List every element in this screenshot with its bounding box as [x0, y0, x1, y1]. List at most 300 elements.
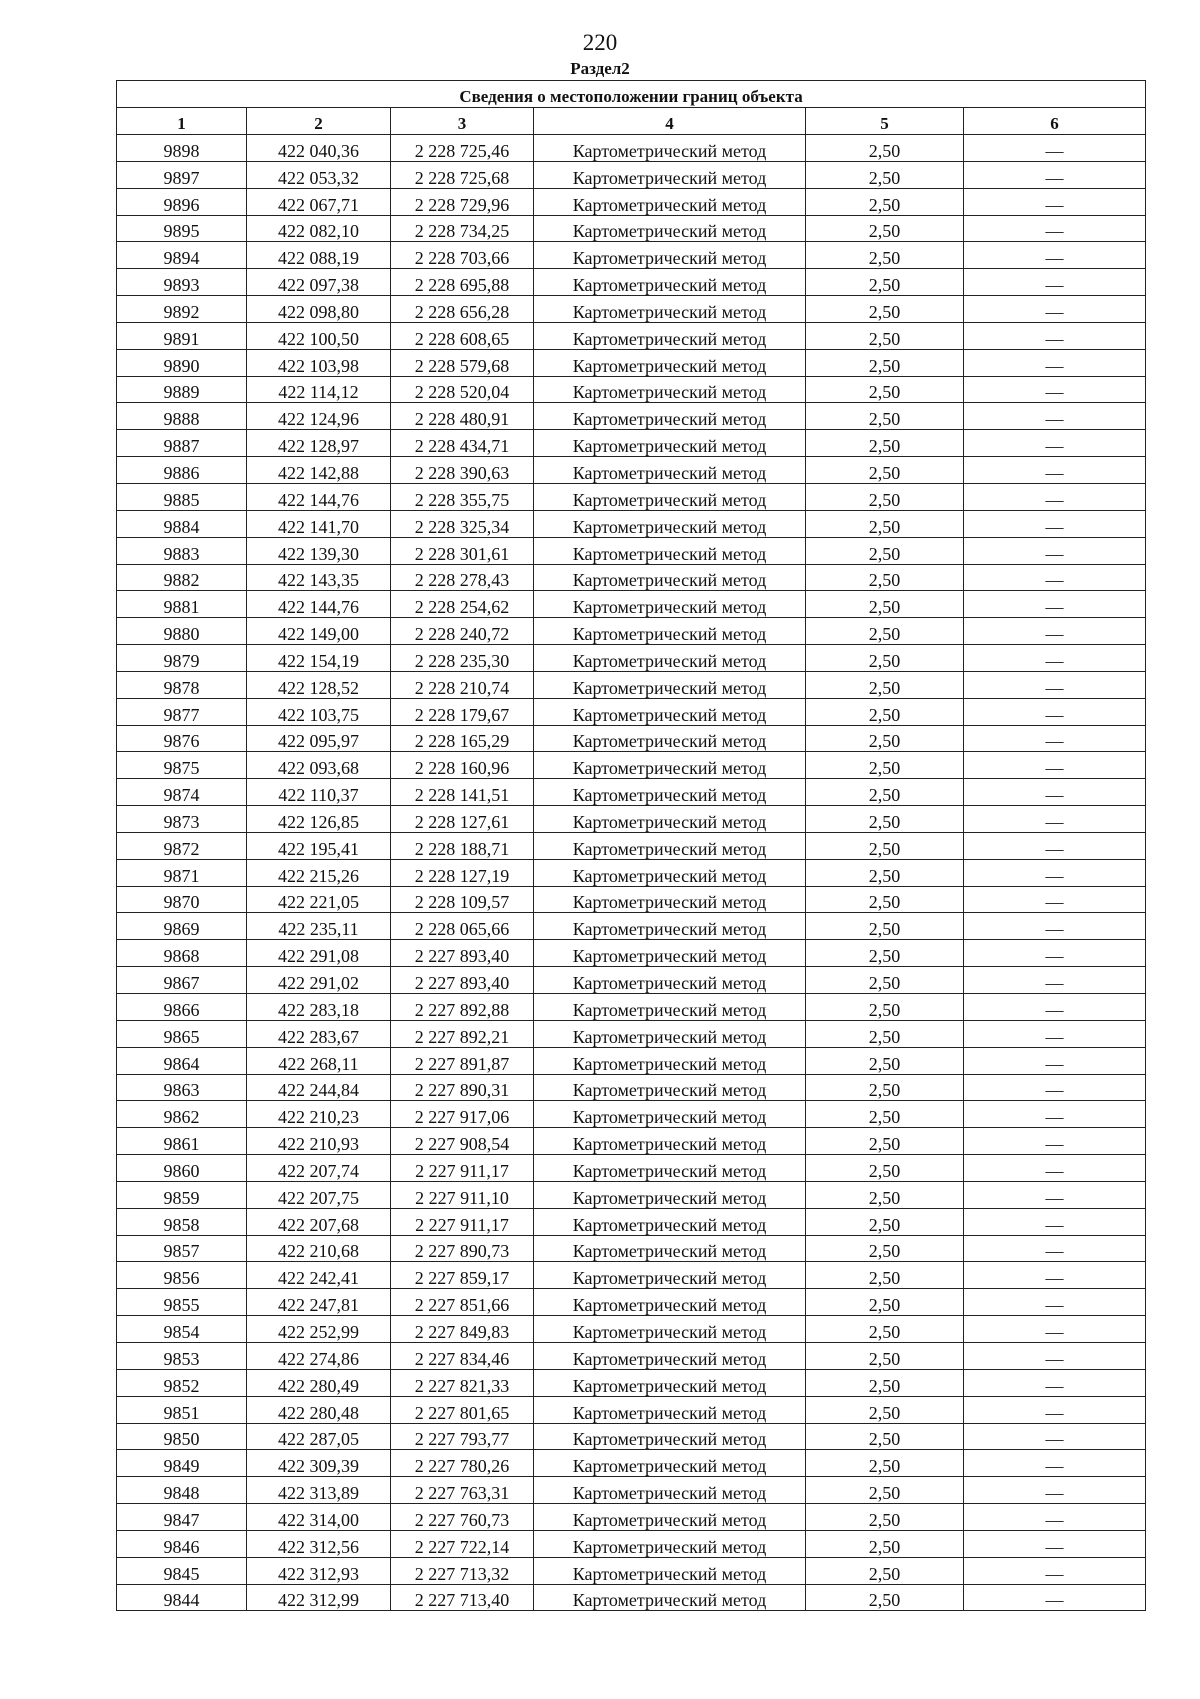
x-coordinate-cell: 422 291,08 [247, 940, 391, 967]
point-number-cell: 9898 [117, 135, 247, 162]
accuracy-cell: 2,50 [806, 940, 964, 967]
x-coordinate-cell: 422 040,36 [247, 135, 391, 162]
note-cell: — [964, 242, 1146, 269]
y-coordinate-cell: 2 228 160,96 [391, 752, 534, 779]
note-cell: — [964, 994, 1146, 1021]
accuracy-cell: 2,50 [806, 832, 964, 859]
method-cell: Картометрический метод [534, 967, 806, 994]
y-coordinate-cell: 2 227 821,33 [391, 1369, 534, 1396]
method-cell: Картометрический метод [534, 1423, 806, 1450]
table-row [117, 832, 1146, 859]
x-coordinate-cell: 422 287,05 [247, 1423, 391, 1450]
note-cell: — [964, 215, 1146, 242]
point-number-cell: 9870 [117, 886, 247, 913]
accuracy-cell: 2,50 [806, 1101, 964, 1128]
y-coordinate-cell: 2 227 893,40 [391, 967, 534, 994]
accuracy-cell: 2,50 [806, 698, 964, 725]
x-coordinate-cell: 422 142,88 [247, 457, 391, 484]
table-row [117, 1262, 1146, 1289]
note-cell: — [964, 322, 1146, 349]
note-cell: — [964, 779, 1146, 806]
x-coordinate-cell: 422 103,75 [247, 698, 391, 725]
table-row [117, 430, 1146, 457]
x-coordinate-cell: 422 210,68 [247, 1235, 391, 1262]
note-cell: — [964, 161, 1146, 188]
note-cell: — [964, 725, 1146, 752]
y-coordinate-cell: 2 228 301,61 [391, 537, 534, 564]
method-cell: Картометрический метод [534, 1557, 806, 1584]
table-row [117, 1396, 1146, 1423]
y-coordinate-cell: 2 228 725,68 [391, 161, 534, 188]
accuracy-cell: 2,50 [806, 188, 964, 215]
point-number-cell: 9847 [117, 1504, 247, 1531]
point-number-cell: 9880 [117, 618, 247, 645]
accuracy-cell: 2,50 [806, 537, 964, 564]
note-cell: — [964, 376, 1146, 403]
point-number-cell: 9856 [117, 1262, 247, 1289]
point-number-cell: 9860 [117, 1155, 247, 1182]
x-coordinate-cell: 422 144,76 [247, 591, 391, 618]
y-coordinate-cell: 2 228 109,57 [391, 886, 534, 913]
y-coordinate-cell: 2 227 760,73 [391, 1504, 534, 1531]
table-row [117, 1020, 1146, 1047]
point-number-cell: 9850 [117, 1423, 247, 1450]
accuracy-cell: 2,50 [806, 483, 964, 510]
table-row [117, 779, 1146, 806]
y-coordinate-cell: 2 227 911,17 [391, 1155, 534, 1182]
note-cell: — [964, 564, 1146, 591]
method-cell: Картометрический метод [534, 269, 806, 296]
point-number-cell: 9892 [117, 296, 247, 323]
x-coordinate-cell: 422 247,81 [247, 1289, 391, 1316]
point-number-cell: 9855 [117, 1289, 247, 1316]
method-cell: Картометрический метод [534, 1262, 806, 1289]
note-cell: — [964, 1530, 1146, 1557]
table-row [117, 537, 1146, 564]
accuracy-cell: 2,50 [806, 1557, 964, 1584]
table-row [117, 1128, 1146, 1155]
accuracy-cell: 2,50 [806, 886, 964, 913]
note-cell: — [964, 1450, 1146, 1477]
accuracy-cell: 2,50 [806, 457, 964, 484]
y-coordinate-cell: 2 227 793,77 [391, 1423, 534, 1450]
method-cell: Картометрический метод [534, 188, 806, 215]
note-cell: — [964, 832, 1146, 859]
accuracy-cell: 2,50 [806, 1020, 964, 1047]
accuracy-cell: 2,50 [806, 1128, 964, 1155]
accuracy-cell: 2,50 [806, 1584, 964, 1611]
note-cell: — [964, 671, 1146, 698]
x-coordinate-cell: 422 095,97 [247, 725, 391, 752]
note-cell: — [964, 1504, 1146, 1531]
y-coordinate-cell: 2 227 851,66 [391, 1289, 534, 1316]
accuracy-cell: 2,50 [806, 403, 964, 430]
method-cell: Картометрический метод [534, 510, 806, 537]
accuracy-cell: 2,50 [806, 913, 964, 940]
note-cell: — [964, 1128, 1146, 1155]
note-cell: — [964, 940, 1146, 967]
x-coordinate-cell: 422 314,00 [247, 1504, 391, 1531]
y-coordinate-cell: 2 228 579,68 [391, 349, 534, 376]
table-row [117, 618, 1146, 645]
column-number: 4 [534, 108, 806, 135]
method-cell: Картометрический метод [534, 242, 806, 269]
point-number-cell: 9894 [117, 242, 247, 269]
y-coordinate-cell: 2 227 890,73 [391, 1235, 534, 1262]
y-coordinate-cell: 2 227 911,17 [391, 1208, 534, 1235]
method-cell: Картометрический метод [534, 403, 806, 430]
table-row [117, 1530, 1146, 1557]
y-coordinate-cell: 2 228 725,46 [391, 135, 534, 162]
table-row [117, 1450, 1146, 1477]
point-number-cell: 9877 [117, 698, 247, 725]
y-coordinate-cell: 2 228 141,51 [391, 779, 534, 806]
method-cell: Картометрический метод [534, 322, 806, 349]
method-cell: Картометрический метод [534, 161, 806, 188]
x-coordinate-cell: 422 139,30 [247, 537, 391, 564]
method-cell: Картометрический метод [534, 564, 806, 591]
method-cell: Картометрический метод [534, 832, 806, 859]
note-cell: — [964, 457, 1146, 484]
accuracy-cell: 2,50 [806, 242, 964, 269]
table-row [117, 510, 1146, 537]
accuracy-cell: 2,50 [806, 1208, 964, 1235]
table-row [117, 1047, 1146, 1074]
y-coordinate-cell: 2 228 278,43 [391, 564, 534, 591]
accuracy-cell: 2,50 [806, 322, 964, 349]
x-coordinate-cell: 422 067,71 [247, 188, 391, 215]
y-coordinate-cell: 2 228 165,29 [391, 725, 534, 752]
accuracy-cell: 2,50 [806, 1047, 964, 1074]
method-cell: Картометрический метод [534, 725, 806, 752]
x-coordinate-cell: 422 097,38 [247, 269, 391, 296]
table-row [117, 1477, 1146, 1504]
point-number-cell: 9879 [117, 645, 247, 672]
x-coordinate-cell: 422 088,19 [247, 242, 391, 269]
method-cell: Картометрический метод [534, 1396, 806, 1423]
point-number-cell: 9885 [117, 483, 247, 510]
y-coordinate-cell: 2 228 729,96 [391, 188, 534, 215]
point-number-cell: 9857 [117, 1235, 247, 1262]
y-coordinate-cell: 2 227 917,06 [391, 1101, 534, 1128]
method-cell: Картометрический метод [534, 994, 806, 1021]
accuracy-cell: 2,50 [806, 1530, 964, 1557]
point-number-cell: 9873 [117, 806, 247, 833]
y-coordinate-cell: 2 227 834,46 [391, 1342, 534, 1369]
table-row [117, 913, 1146, 940]
accuracy-cell: 2,50 [806, 135, 964, 162]
method-cell: Картометрический метод [534, 1530, 806, 1557]
x-coordinate-cell: 422 283,18 [247, 994, 391, 1021]
method-cell: Картометрический метод [534, 1477, 806, 1504]
method-cell: Картометрический метод [534, 779, 806, 806]
accuracy-cell: 2,50 [806, 349, 964, 376]
page-number: 220 [582, 30, 618, 55]
x-coordinate-cell: 422 252,99 [247, 1316, 391, 1343]
point-number-cell: 9886 [117, 457, 247, 484]
accuracy-cell: 2,50 [806, 806, 964, 833]
note-cell: — [964, 806, 1146, 833]
note-cell: — [964, 1262, 1146, 1289]
accuracy-cell: 2,50 [806, 591, 964, 618]
y-coordinate-cell: 2 228 656,28 [391, 296, 534, 323]
note-cell: — [964, 1020, 1146, 1047]
note-cell: — [964, 1557, 1146, 1584]
y-coordinate-cell: 2 228 608,65 [391, 322, 534, 349]
note-cell: — [964, 1155, 1146, 1182]
method-cell: Картометрический метод [534, 296, 806, 323]
note-cell: — [964, 1208, 1146, 1235]
point-number-cell: 9845 [117, 1557, 247, 1584]
x-coordinate-cell: 422 149,00 [247, 618, 391, 645]
method-cell: Картометрический метод [534, 671, 806, 698]
method-cell: Картометрический метод [534, 1181, 806, 1208]
y-coordinate-cell: 2 228 734,25 [391, 215, 534, 242]
y-coordinate-cell: 2 228 210,74 [391, 671, 534, 698]
y-coordinate-cell: 2 227 849,83 [391, 1316, 534, 1343]
y-coordinate-cell: 2 228 520,04 [391, 376, 534, 403]
note-cell: — [964, 1074, 1146, 1101]
x-coordinate-cell: 422 098,80 [247, 296, 391, 323]
method-cell: Картометрический метод [534, 886, 806, 913]
y-coordinate-cell: 2 228 480,91 [391, 403, 534, 430]
accuracy-cell: 2,50 [806, 967, 964, 994]
x-coordinate-cell: 422 124,96 [247, 403, 391, 430]
y-coordinate-cell: 2 228 355,75 [391, 483, 534, 510]
method-cell: Картометрический метод [534, 1289, 806, 1316]
accuracy-cell: 2,50 [806, 269, 964, 296]
method-cell: Картометрический метод [534, 1504, 806, 1531]
note-cell: — [964, 135, 1146, 162]
y-coordinate-cell: 2 227 911,10 [391, 1181, 534, 1208]
x-coordinate-cell: 422 143,35 [247, 564, 391, 591]
note-cell: — [964, 403, 1146, 430]
table-row [117, 1208, 1146, 1235]
note-cell: — [964, 1181, 1146, 1208]
note-cell: — [964, 1584, 1146, 1611]
point-number-cell: 9854 [117, 1316, 247, 1343]
point-number-cell: 9866 [117, 994, 247, 1021]
method-cell: Картометрический метод [534, 1020, 806, 1047]
method-cell: Картометрический метод [534, 135, 806, 162]
point-number-cell: 9865 [117, 1020, 247, 1047]
y-coordinate-cell: 2 227 801,65 [391, 1396, 534, 1423]
point-number-cell: 9883 [117, 537, 247, 564]
method-cell: Картометрический метод [534, 1235, 806, 1262]
x-coordinate-cell: 422 195,41 [247, 832, 391, 859]
accuracy-cell: 2,50 [806, 1396, 964, 1423]
note-cell: — [964, 269, 1146, 296]
y-coordinate-cell: 2 228 179,67 [391, 698, 534, 725]
table-row [117, 1504, 1146, 1531]
table-row [117, 322, 1146, 349]
x-coordinate-cell: 422 312,99 [247, 1584, 391, 1611]
point-number-cell: 9868 [117, 940, 247, 967]
point-number-cell: 9867 [117, 967, 247, 994]
method-cell: Картометрический метод [534, 1342, 806, 1369]
table-row [117, 859, 1146, 886]
point-number-cell: 9891 [117, 322, 247, 349]
method-cell: Картометрический метод [534, 537, 806, 564]
table-row [117, 296, 1146, 323]
note-cell: — [964, 537, 1146, 564]
method-cell: Картометрический метод [534, 859, 806, 886]
accuracy-cell: 2,50 [806, 618, 964, 645]
x-coordinate-cell: 422 114,12 [247, 376, 391, 403]
column-number-row [117, 108, 1146, 135]
x-coordinate-cell: 422 268,11 [247, 1047, 391, 1074]
x-coordinate-cell: 422 128,97 [247, 430, 391, 457]
method-cell: Картометрический метод [534, 698, 806, 725]
table-row [117, 886, 1146, 913]
note-cell: — [964, 591, 1146, 618]
x-coordinate-cell: 422 280,48 [247, 1396, 391, 1423]
note-cell: — [964, 1316, 1146, 1343]
table-row [117, 1289, 1146, 1316]
note-cell: — [964, 1289, 1146, 1316]
method-cell: Картометрический метод [534, 618, 806, 645]
table-row [117, 135, 1146, 162]
x-coordinate-cell: 422 103,98 [247, 349, 391, 376]
point-number-cell: 9846 [117, 1530, 247, 1557]
note-cell: — [964, 1235, 1146, 1262]
table-row [117, 1235, 1146, 1262]
note-cell: — [964, 1369, 1146, 1396]
point-number-cell: 9864 [117, 1047, 247, 1074]
x-coordinate-cell: 422 283,67 [247, 1020, 391, 1047]
x-coordinate-cell: 422 126,85 [247, 806, 391, 833]
accuracy-cell: 2,50 [806, 564, 964, 591]
x-coordinate-cell: 422 291,02 [247, 967, 391, 994]
table-row [117, 269, 1146, 296]
point-number-cell: 9890 [117, 349, 247, 376]
table-row [117, 161, 1146, 188]
x-coordinate-cell: 422 312,93 [247, 1557, 391, 1584]
x-coordinate-cell: 422 141,70 [247, 510, 391, 537]
table-row [117, 242, 1146, 269]
y-coordinate-cell: 2 227 780,26 [391, 1450, 534, 1477]
accuracy-cell: 2,50 [806, 1316, 964, 1343]
y-coordinate-cell: 2 227 713,40 [391, 1584, 534, 1611]
accuracy-cell: 2,50 [806, 994, 964, 1021]
x-coordinate-cell: 422 144,76 [247, 483, 391, 510]
method-cell: Картометрический метод [534, 1369, 806, 1396]
table-row [117, 215, 1146, 242]
x-coordinate-cell: 422 210,23 [247, 1101, 391, 1128]
accuracy-cell: 2,50 [806, 296, 964, 323]
x-coordinate-cell: 422 280,49 [247, 1369, 391, 1396]
table-row [117, 752, 1146, 779]
accuracy-cell: 2,50 [806, 1235, 964, 1262]
y-coordinate-cell: 2 227 713,32 [391, 1557, 534, 1584]
accuracy-cell: 2,50 [806, 1423, 964, 1450]
point-number-cell: 9875 [117, 752, 247, 779]
point-number-cell: 9881 [117, 591, 247, 618]
table-row [117, 1101, 1146, 1128]
accuracy-cell: 2,50 [806, 1155, 964, 1182]
accuracy-cell: 2,50 [806, 752, 964, 779]
x-coordinate-cell: 422 154,19 [247, 645, 391, 672]
x-coordinate-cell: 422 110,37 [247, 779, 391, 806]
note-cell: — [964, 296, 1146, 323]
table-row [117, 1584, 1146, 1611]
point-number-cell: 9893 [117, 269, 247, 296]
accuracy-cell: 2,50 [806, 1074, 964, 1101]
table-row [117, 1181, 1146, 1208]
column-number: 2 [247, 108, 391, 135]
point-number-cell: 9888 [117, 403, 247, 430]
table-row [117, 591, 1146, 618]
accuracy-cell: 2,50 [806, 376, 964, 403]
point-number-cell: 9859 [117, 1181, 247, 1208]
x-coordinate-cell: 422 215,26 [247, 859, 391, 886]
table-row [117, 1369, 1146, 1396]
x-coordinate-cell: 422 312,56 [247, 1530, 391, 1557]
method-cell: Картометрический метод [534, 940, 806, 967]
point-number-cell: 9844 [117, 1584, 247, 1611]
x-coordinate-cell: 422 128,52 [247, 671, 391, 698]
method-cell: Картометрический метод [534, 591, 806, 618]
point-number-cell: 9895 [117, 215, 247, 242]
y-coordinate-cell: 2 228 127,19 [391, 859, 534, 886]
note-cell: — [964, 967, 1146, 994]
point-number-cell: 9872 [117, 832, 247, 859]
table-row [117, 725, 1146, 752]
x-coordinate-cell: 422 082,10 [247, 215, 391, 242]
accuracy-cell: 2,50 [806, 1289, 964, 1316]
point-number-cell: 9871 [117, 859, 247, 886]
x-coordinate-cell: 422 235,11 [247, 913, 391, 940]
method-cell: Картометрический метод [534, 752, 806, 779]
note-cell: — [964, 886, 1146, 913]
y-coordinate-cell: 2 228 254,62 [391, 591, 534, 618]
method-cell: Картометрический метод [534, 913, 806, 940]
accuracy-cell: 2,50 [806, 430, 964, 457]
accuracy-cell: 2,50 [806, 1181, 964, 1208]
note-cell: — [964, 1101, 1146, 1128]
y-coordinate-cell: 2 228 127,61 [391, 806, 534, 833]
y-coordinate-cell: 2 228 695,88 [391, 269, 534, 296]
column-number: 5 [806, 108, 964, 135]
point-number-cell: 9878 [117, 671, 247, 698]
method-cell: Картометрический метод [534, 1316, 806, 1343]
point-number-cell: 9853 [117, 1342, 247, 1369]
method-cell: Картометрический метод [534, 1450, 806, 1477]
y-coordinate-cell: 2 227 893,40 [391, 940, 534, 967]
method-cell: Картометрический метод [534, 1101, 806, 1128]
accuracy-cell: 2,50 [806, 1504, 964, 1531]
point-number-cell: 9852 [117, 1369, 247, 1396]
point-number-cell: 9863 [117, 1074, 247, 1101]
point-number-cell: 9884 [117, 510, 247, 537]
method-cell: Картометрический метод [534, 1047, 806, 1074]
point-number-cell: 9862 [117, 1101, 247, 1128]
method-cell: Картометрический метод [534, 483, 806, 510]
point-number-cell: 9882 [117, 564, 247, 591]
table-row [117, 806, 1146, 833]
column-number: 6 [964, 108, 1146, 135]
point-number-cell: 9889 [117, 376, 247, 403]
point-number-cell: 9849 [117, 1450, 247, 1477]
point-number-cell: 9848 [117, 1477, 247, 1504]
y-coordinate-cell: 2 228 325,34 [391, 510, 534, 537]
table-row [117, 1155, 1146, 1182]
x-coordinate-cell: 422 100,50 [247, 322, 391, 349]
y-coordinate-cell: 2 228 434,71 [391, 430, 534, 457]
y-coordinate-cell: 2 227 859,17 [391, 1262, 534, 1289]
method-cell: Картометрический метод [534, 457, 806, 484]
table-row [117, 457, 1146, 484]
